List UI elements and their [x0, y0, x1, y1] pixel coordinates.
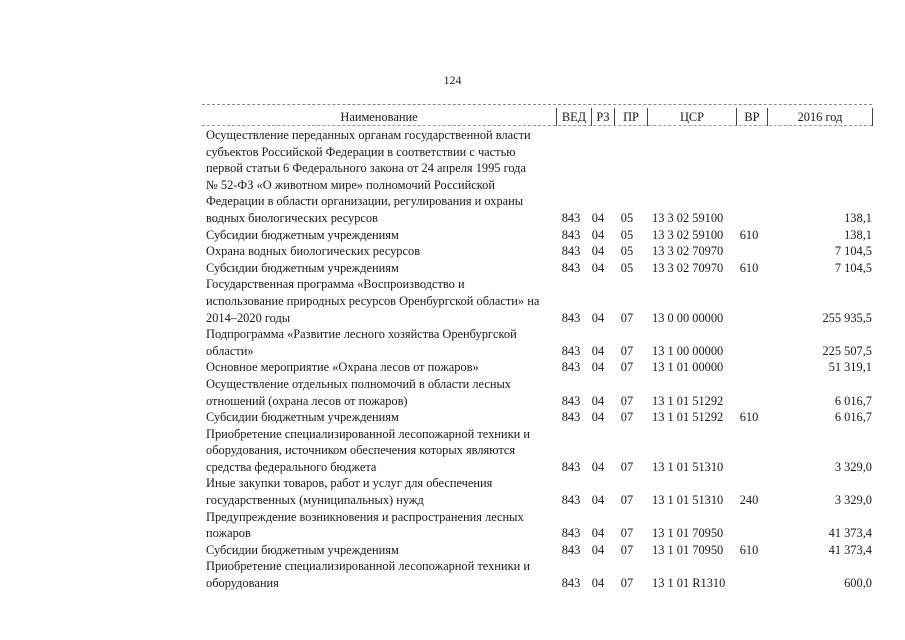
- row-name: [202, 260, 556, 277]
- row-sum: 6 016,7: [834, 410, 872, 425]
- row-ved: 843: [561, 576, 581, 591]
- row-pr: 05: [620, 227, 634, 242]
- row-pr: 05: [620, 210, 634, 225]
- row-name-line: Иные закупки товаров, работ и услуг для обеспечения: [206, 476, 493, 491]
- table-row: [202, 542, 872, 559]
- table-row: [202, 409, 872, 426]
- row-sum: 255 935,5: [822, 310, 872, 325]
- header-rz: РЗ: [591, 108, 614, 126]
- row-vr: 240: [739, 493, 759, 508]
- row-name-line: № 52-ФЗ «О животном мире» полномочий Российской: [206, 177, 495, 192]
- row-csr: 13 0 00 00000: [652, 310, 724, 325]
- row-name-line: Приобретение специализированной лесопожарной техники и: [206, 426, 530, 441]
- row-pr: 07: [620, 360, 634, 375]
- table-row: [202, 426, 872, 476]
- table-row: [202, 260, 872, 277]
- row-name-line: Приобретение специализированной лесопожарной техники и: [206, 559, 530, 574]
- row-name-line: первой статьи 6 Федерального закона от 24 апреля 1995 года: [206, 161, 526, 176]
- row-vr: 610: [739, 542, 759, 557]
- row-ved: 843: [561, 526, 581, 541]
- row-ved: 843: [561, 227, 581, 242]
- row-rz: 04: [591, 260, 605, 275]
- row-sum: 138,1: [844, 210, 872, 225]
- row-pr: 07: [620, 393, 634, 408]
- row-name: [202, 359, 556, 376]
- row-vr: 610: [739, 410, 759, 425]
- row-pr: 05: [620, 244, 634, 259]
- row-csr: 13 1 01 00000: [652, 360, 724, 375]
- row-name: [202, 426, 556, 476]
- row-pr: 07: [620, 310, 634, 325]
- row-csr: 13 1 01 51292: [652, 393, 724, 408]
- row-rz: 04: [591, 310, 605, 325]
- row-sum: 41 373,4: [828, 526, 872, 541]
- row-name: [202, 475, 556, 508]
- header-divider: [202, 125, 872, 126]
- row-rz: 04: [591, 244, 605, 259]
- row-ved: 843: [561, 360, 581, 375]
- row-csr: 13 1 01 51310: [652, 493, 724, 508]
- row-sum: 51 319,1: [828, 360, 872, 375]
- table-row: [202, 558, 872, 591]
- row-name: [202, 227, 556, 244]
- row-csr: 13 1 01 51292: [652, 410, 724, 425]
- row-name-line: отношений (охрана лесов от пожаров): [206, 393, 408, 408]
- row-rz: 04: [591, 526, 605, 541]
- row-pr: 07: [620, 526, 634, 541]
- header-csr: ЦСР: [647, 108, 736, 126]
- row-name: [202, 542, 556, 559]
- row-name-line: Охрана водных биологических ресурсов: [206, 244, 421, 259]
- row-ved: 843: [561, 493, 581, 508]
- row-ved: 843: [561, 410, 581, 425]
- table-row: [202, 243, 872, 260]
- row-sum: 6 016,7: [834, 393, 872, 408]
- row-sum: 138,1: [844, 227, 872, 242]
- row-rz: 04: [591, 459, 605, 474]
- row-pr: 05: [620, 260, 634, 275]
- header-sum: 2016 год: [767, 108, 873, 126]
- header-vr: ВР: [736, 108, 767, 126]
- row-name: [202, 376, 556, 409]
- row-ved: 843: [561, 210, 581, 225]
- row-csr: 13 1 01 51310: [652, 459, 724, 474]
- row-name-line: Основное мероприятие «Охрана лесов от пожаров»: [206, 360, 479, 375]
- row-name: [202, 127, 556, 227]
- row-sum: 7 104,5: [834, 244, 872, 259]
- table-row: [202, 326, 872, 359]
- row-name-line: использование природных ресурсов Оренбургской области» на: [206, 293, 540, 308]
- table-row: [202, 509, 872, 542]
- row-name-line: Федерации в области организации, регулирования и охраны: [206, 194, 524, 209]
- row-name-line: оборудования, источником обеспечения которых являются: [206, 443, 516, 458]
- row-pr: 07: [620, 493, 634, 508]
- row-name-line: Осуществление переданных органам государственной власти: [206, 128, 531, 142]
- row-ved: 843: [561, 459, 581, 474]
- row-rz: 04: [591, 360, 605, 375]
- row-pr: 07: [620, 343, 634, 358]
- row-ved: 843: [561, 310, 581, 325]
- row-rz: 04: [591, 493, 605, 508]
- row-name-line: государственных (муниципальных) нужд: [206, 493, 424, 508]
- row-name-line: Предупреждение возникновения и распространения лесных: [206, 509, 524, 524]
- page-number: 124: [443, 73, 462, 87]
- row-name: [202, 409, 556, 426]
- row-csr: 13 1 01 70950: [652, 526, 724, 541]
- row-ved: 843: [561, 244, 581, 259]
- row-csr: 13 3 02 70970: [652, 244, 724, 259]
- row-sum: 3 329,0: [834, 493, 872, 508]
- row-name-line: Субсидии бюджетным учреждениям: [206, 410, 399, 425]
- row-pr: 07: [620, 459, 634, 474]
- row-name-line: водных биологических ресурсов: [206, 210, 378, 225]
- row-name-line: средства федерального бюджета: [206, 459, 377, 474]
- row-rz: 04: [591, 542, 605, 557]
- row-pr: 07: [620, 542, 634, 557]
- row-name-line: Подпрограмма «Развитие лесного хозяйства Оренбургской: [206, 327, 517, 342]
- row-name-line: Субсидии бюджетным учреждениям: [206, 542, 399, 557]
- budget-table: [202, 104, 872, 592]
- row-name: [202, 509, 556, 542]
- row-rz: 04: [591, 343, 605, 358]
- row-sum: 225 507,5: [822, 343, 872, 358]
- row-name-line: области»: [206, 343, 254, 358]
- row-ved: 843: [561, 393, 581, 408]
- row-pr: 07: [620, 410, 634, 425]
- table-row: [202, 127, 872, 227]
- row-pr: 07: [620, 576, 634, 591]
- row-name-line: оборудования: [206, 576, 279, 591]
- row-sum: 41 373,4: [828, 542, 872, 557]
- row-csr: 13 1 01 R1310: [652, 576, 726, 591]
- row-name-line: 2014–2020 годы: [206, 310, 291, 325]
- row-ved: 843: [561, 260, 581, 275]
- row-ved: 843: [561, 542, 581, 557]
- row-csr: 13 3 02 59100: [652, 227, 724, 242]
- header-ved: ВЕД: [556, 108, 591, 126]
- row-name: [202, 276, 556, 326]
- table-header: [202, 104, 872, 127]
- row-rz: 04: [591, 410, 605, 425]
- row-name-line: Субсидии бюджетным учреждениям: [206, 260, 399, 275]
- row-csr: 13 3 02 70970: [652, 260, 724, 275]
- row-ved: 843: [561, 343, 581, 358]
- row-vr: 610: [739, 260, 759, 275]
- row-name: [202, 326, 556, 359]
- row-vr: 610: [739, 227, 759, 242]
- row-rz: 04: [591, 576, 605, 591]
- row-csr: 13 3 02 59100: [652, 210, 724, 225]
- row-sum: 3 329,0: [834, 459, 872, 474]
- row-name-line: Государственная программа «Воспроизводство и: [206, 277, 465, 292]
- table-row: [202, 359, 872, 376]
- row-name: [202, 558, 556, 591]
- row-csr: 13 1 01 70950: [652, 542, 724, 557]
- row-name-line: пожаров: [206, 526, 251, 541]
- row-sum: 600,0: [844, 576, 872, 591]
- header-pr: ПР: [614, 108, 647, 126]
- row-csr: 13 1 00 00000: [652, 343, 724, 358]
- row-rz: 04: [591, 210, 605, 225]
- row-name: [202, 243, 556, 260]
- row-name-line: субъектов Российской Федерации в соответствии с частью: [206, 144, 516, 159]
- header-name: Наименование: [340, 110, 418, 124]
- table-row: [202, 475, 872, 508]
- table-row: [202, 227, 872, 244]
- table-row: [202, 276, 872, 326]
- table-body: [202, 127, 872, 592]
- row-sum: 7 104,5: [834, 260, 872, 275]
- row-rz: 04: [591, 227, 605, 242]
- row-name-line: Субсидии бюджетным учреждениям: [206, 227, 399, 242]
- row-rz: 04: [591, 393, 605, 408]
- table-row: [202, 376, 872, 409]
- row-name-line: Осуществление отдельных полномочий в области лесных: [206, 376, 511, 391]
